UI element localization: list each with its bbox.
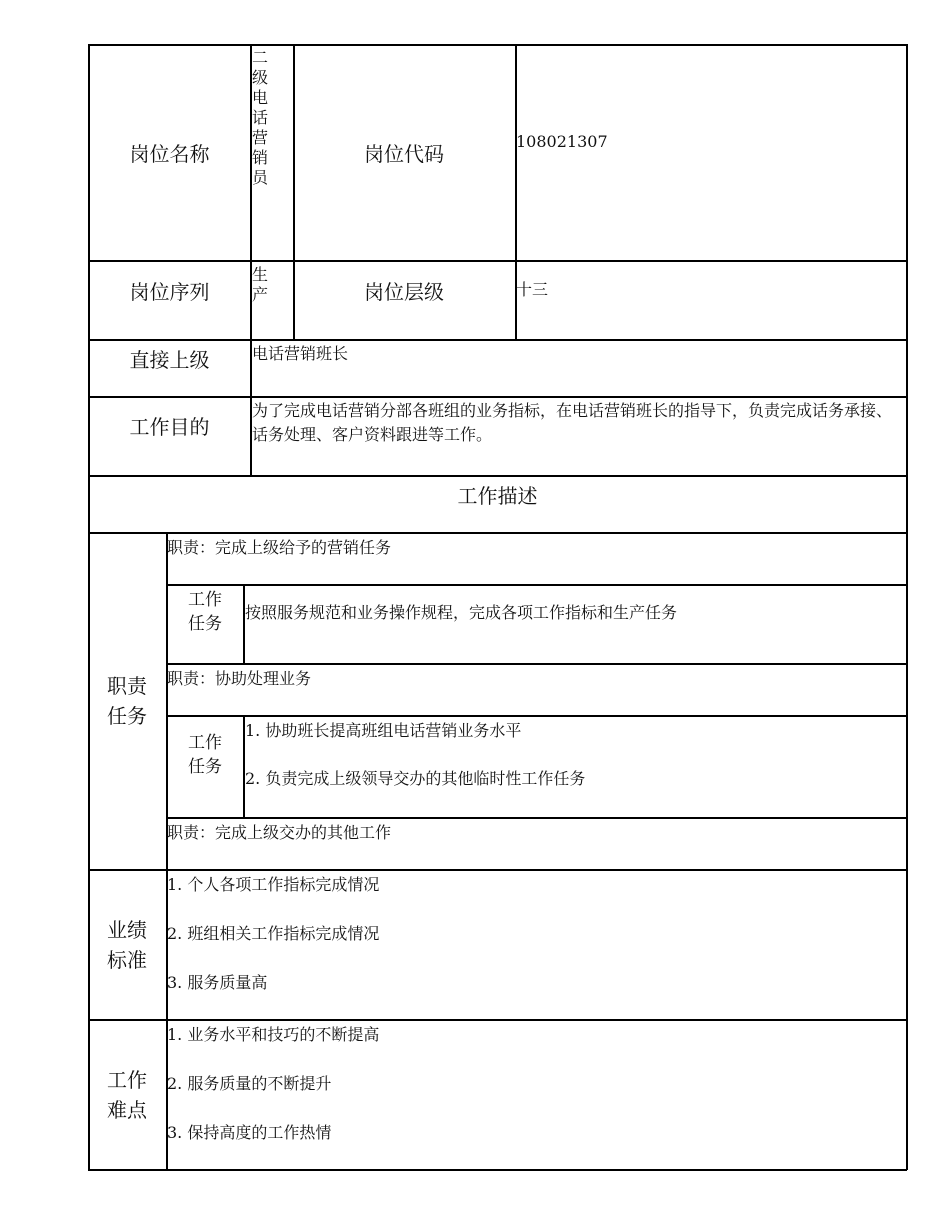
- task-2-label: 工作任务: [188, 733, 222, 777]
- position-name-value: 二级电话营销员: [252, 48, 269, 187]
- work-purpose-label: 工作目的: [129, 414, 210, 439]
- task-2-item-1: 1. 协助班长提高班组电话营销业务水平: [245, 721, 522, 740]
- difficulty-item-1: 1. 业务水平和技巧的不断提高: [167, 1025, 380, 1044]
- position-name-label: 岗位名称: [129, 141, 210, 166]
- performance-item-1: 1. 个人各项工作指标完成情况: [167, 875, 380, 894]
- supervisor-value: 电话营销班长: [252, 344, 349, 363]
- position-code-label: 岗位代码: [364, 141, 444, 166]
- difficulty-item-3: 3. 保持高度的工作热情: [167, 1123, 332, 1142]
- position-code-value: 108021307: [516, 132, 608, 151]
- performance-label: [88, 870, 166, 1019]
- duty-3: 职责：完成上级交办的其他工作: [167, 823, 392, 842]
- task-1-text: 按照服务规范和业务操作规程，完成各项工作指标和生产任务: [245, 603, 678, 622]
- position-series-label: 岗位序列: [129, 279, 210, 304]
- performance-item-3: 3. 服务质量高: [167, 973, 268, 992]
- difficulty-list: [167, 1023, 897, 1145]
- work-purpose-value: 为了完成电话营销分部各班组的业务指标，在电话营销班长的指导下，负责完成话务承接、话务处理、客户资料跟进等工作。: [252, 401, 893, 444]
- position-level-value: 十三: [516, 280, 549, 299]
- supervisor-label: 直接上级: [129, 347, 210, 372]
- duty-2: 职责：协助处理业务: [167, 669, 312, 688]
- difficulty-label: [88, 1020, 166, 1169]
- task-1-label: 工作任务: [188, 590, 222, 634]
- difficulty-item-2: 2. 服务质量的不断提升: [167, 1074, 332, 1093]
- task-2-item-2: 2. 负责完成上级领导交办的其他临时性工作任务: [245, 769, 586, 788]
- position-level-label: 岗位层级: [364, 279, 444, 304]
- performance-item-2: 2. 班组相关工作指标完成情况: [167, 924, 380, 943]
- difficulty-label-text: 工作难点: [107, 1067, 147, 1122]
- position-series-value: 生产: [252, 265, 269, 304]
- performance-list: [167, 873, 897, 995]
- performance-label-text: 业绩标准: [107, 917, 147, 972]
- duties-label-text: 职责任务: [107, 674, 147, 728]
- duty-1: 职责：完成上级给予的营销任务: [167, 538, 392, 557]
- work-description-header: 工作描述: [457, 483, 538, 508]
- duties-label: [88, 532, 166, 870]
- task-2-list: [245, 719, 895, 791]
